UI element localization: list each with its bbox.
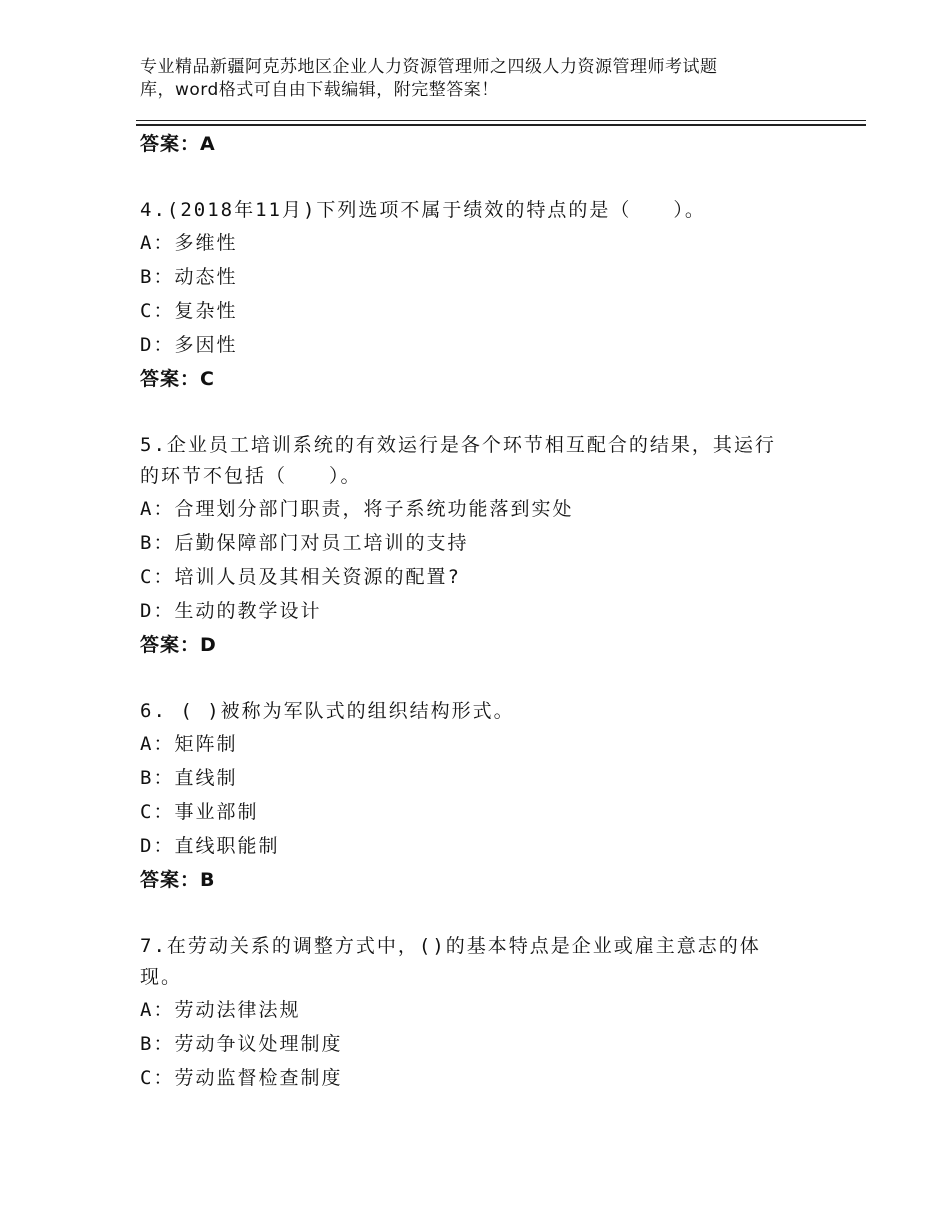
question-5	[140, 430, 840, 662]
spacer	[140, 662, 840, 696]
option-a: A：合理划分部门职责，将子系统功能落到实处	[140, 498, 574, 520]
answer: 答案：C	[140, 368, 215, 390]
document-body	[140, 127, 840, 1095]
option-c: C：培训人员及其相关资源的配置?	[140, 566, 461, 588]
option-a: A：矩阵制	[140, 733, 238, 755]
option-b: B：劳动争议处理制度	[140, 1033, 343, 1055]
question-7	[140, 931, 840, 1095]
question-6	[140, 696, 840, 897]
option-c: C：事业部制	[140, 801, 259, 823]
option-a: A：多维性	[140, 232, 238, 254]
question-text: 6. ( )被称为军队式的组织结构形式。	[140, 700, 515, 722]
answer: 答案：B	[140, 869, 216, 891]
question-text-line-1: 5.企业员工培训系统的有效运行是各个环节相互配合的结果，其运行	[140, 434, 776, 456]
header-line-1: 专业精品新疆阿克苏地区企业人力资源管理师之四级人力资源管理师考试题	[140, 57, 718, 77]
option-b: B：后勤保障部门对员工培训的支持	[140, 532, 469, 554]
question-text-line-2: 现。	[140, 966, 183, 988]
option-b: B：动态性	[140, 266, 238, 288]
question-text-line-1: 7.在劳动关系的调整方式中，()的基本特点是企业或雇主意志的体	[140, 935, 761, 957]
question-text-line-2: 的环节不包括（ ）。	[140, 465, 362, 487]
answer-q3: 答案：A	[140, 133, 216, 155]
option-c: C：复杂性	[140, 300, 238, 322]
question-4	[140, 195, 840, 396]
option-d: D：多因性	[140, 334, 238, 356]
option-b: B：直线制	[140, 767, 238, 789]
page-header	[140, 56, 780, 102]
answer: 答案：D	[140, 634, 217, 656]
option-a: A：劳动法律法规	[140, 999, 301, 1021]
spacer	[140, 161, 840, 195]
header-divider-top	[136, 120, 866, 121]
option-d: D：直线职能制	[140, 835, 280, 857]
question-text: 4.(2018年11月)下列选项不属于绩效的特点的是（ ）。	[140, 199, 706, 221]
spacer	[140, 396, 840, 430]
spacer	[140, 897, 840, 931]
option-d: D：生动的教学设计	[140, 600, 322, 622]
header-line-2: 库，word格式可自由下载编辑，附完整答案！	[140, 80, 499, 100]
header-divider-bottom	[136, 124, 866, 126]
option-c: C：劳动监督检查制度	[140, 1067, 343, 1089]
